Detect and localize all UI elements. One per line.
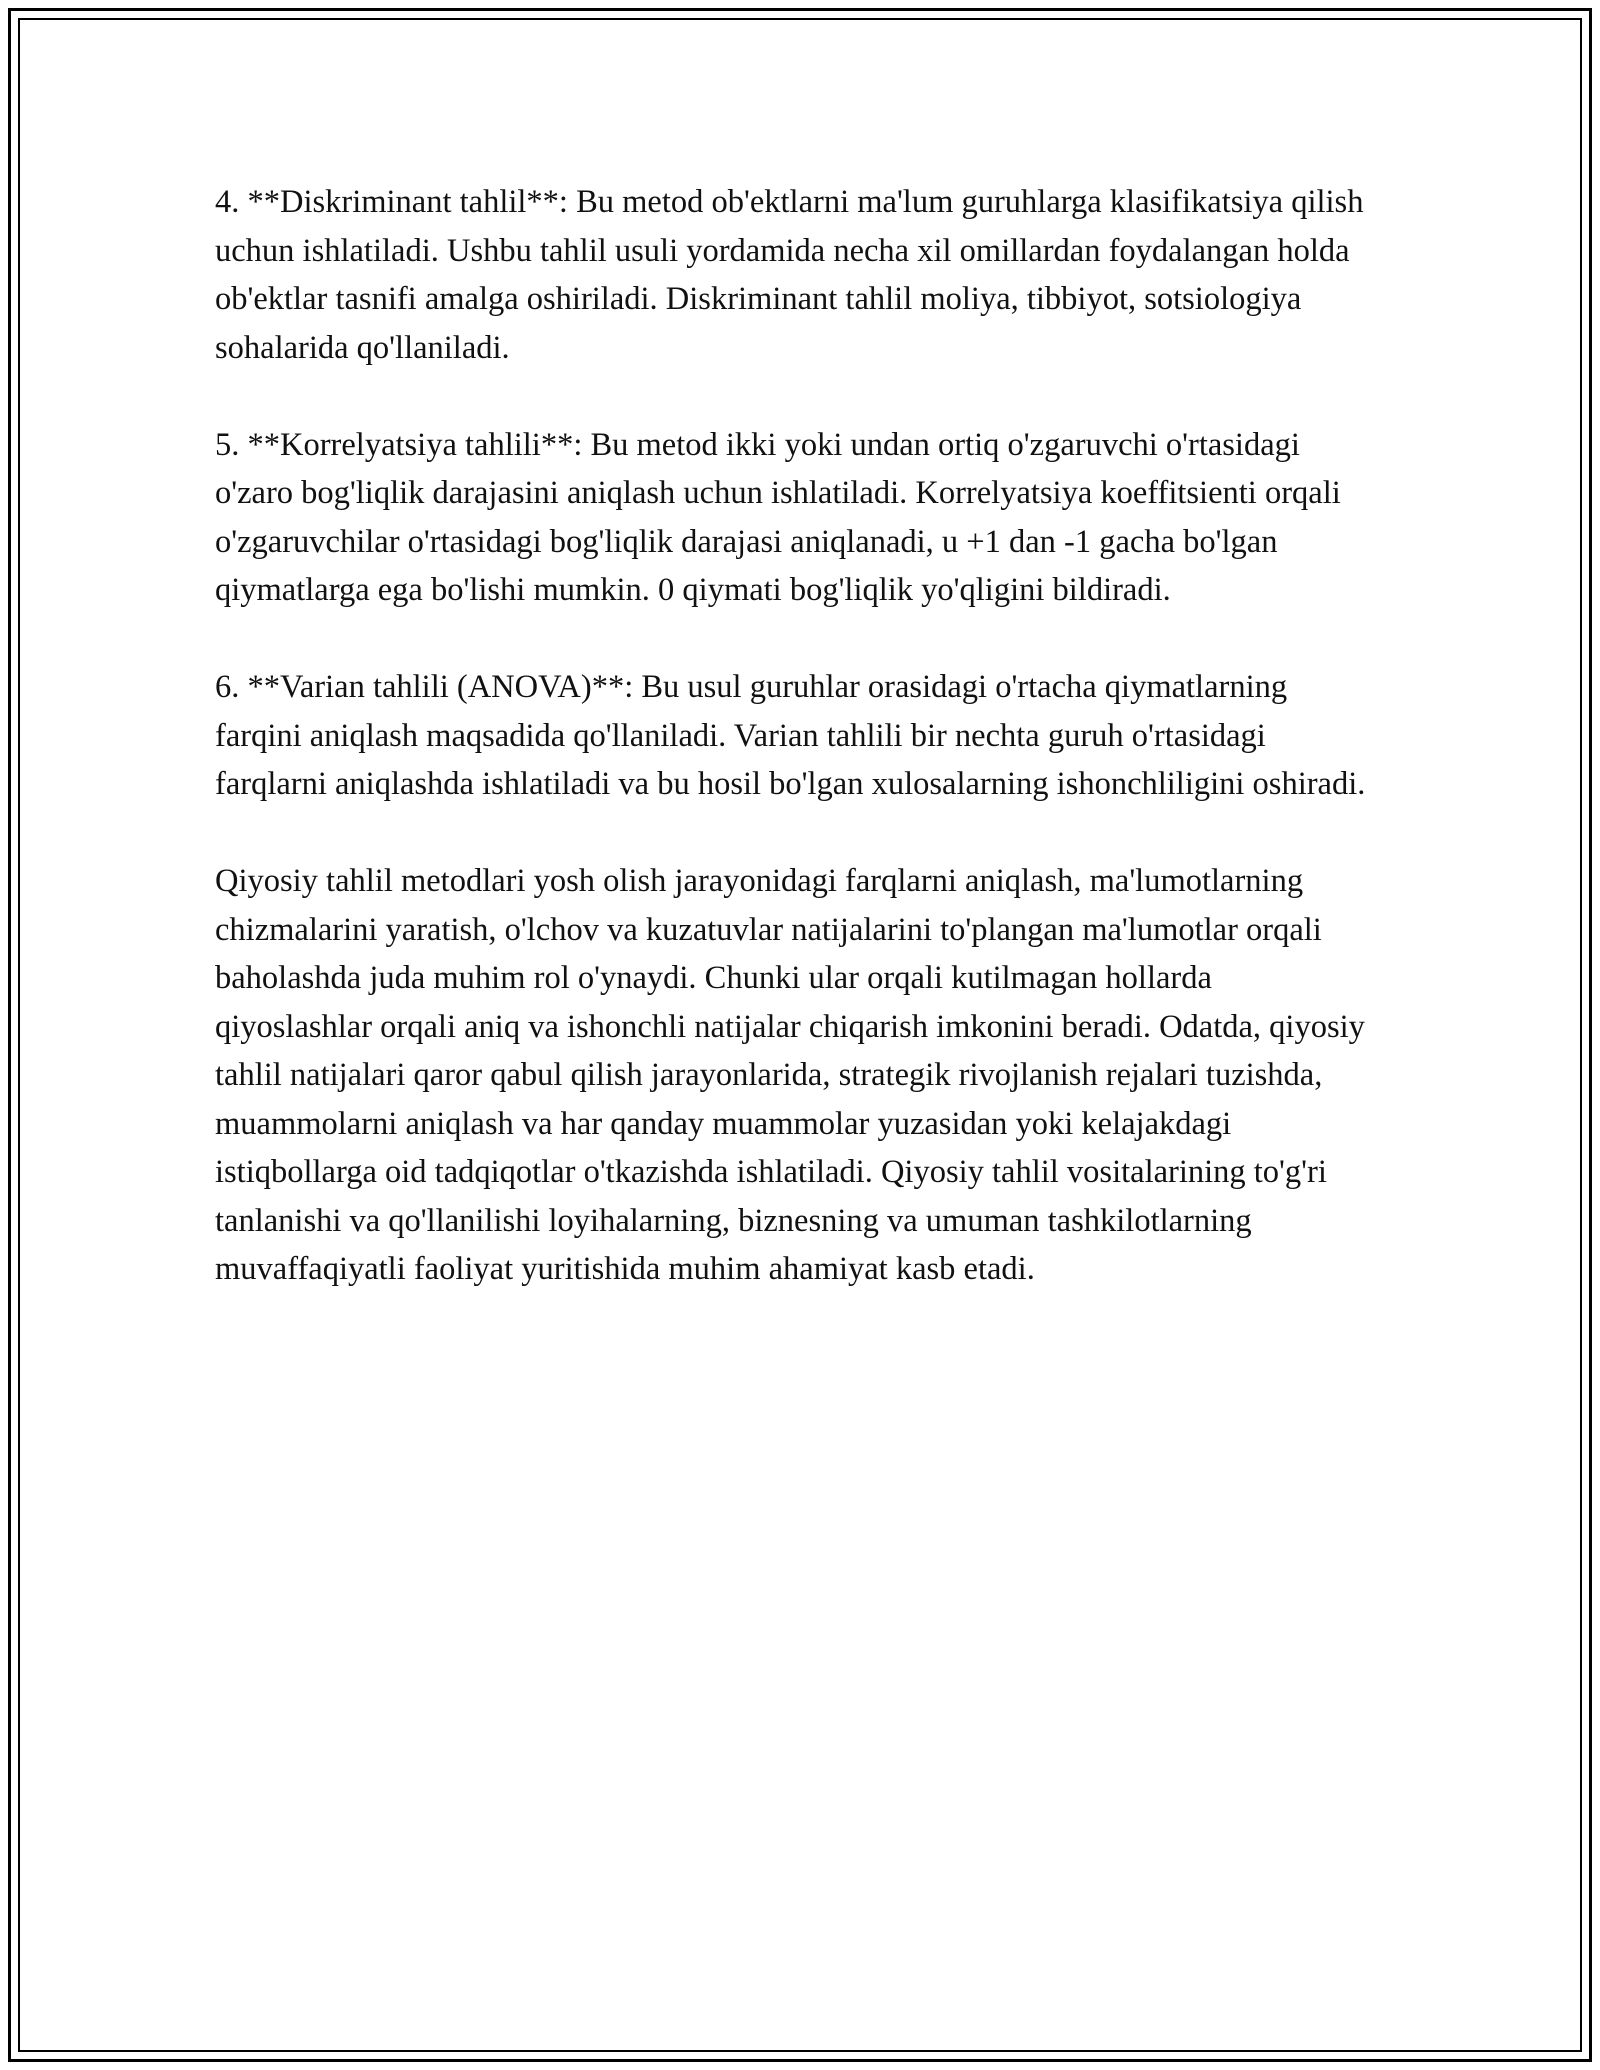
paragraph-variance-analysis: 6. **Varian tahlili (ANOVA)**: Bu usul guruhlar orasidagi o'rtacha qiymatlarning farqini aniqlash maqsadida qo'llaniladi. Varian tahlili bir nechta guruh o'rtasidagi farqlarni aniqlashda ishlatiladi va bu hosil bo'lgan xulosalarning ishonchliligini oshiradi. — [215, 669, 1366, 802]
document-body — [215, 178, 1375, 1294]
paragraph-comparative-analysis-summary: Qiyosiy tahlil metodlari yosh olish jarayonidagi farqlarni aniqlash, ma'lumotlarning chizmalarini yaratish, o'lchov va kuzatuvlar natijalarini to'plangan ma'lumotlar orqali baholashda juda muhim rol o'ynaydi. Chunki ular orqali kutilmagan hollarda qiyoslashlar orqali aniq va ishonchli natijalar chiqarish imkonini beradi. Odatda, qiyosiy tahlil natijalari qaror qabul qilish jarayonlarida, strategik rivojlanish rejalari tuzishda, muammolarni aniqlash va har qanday muammolar yuzasidan yoki kelajakdagi istiqbollarga oid tadqiqotlar o'tkazishda ishlatiladi. Qiyosiy tahlil vositalarining to'g'ri tanlanishi va qo'llanilishi loyihalarning, biznesning va umuman tashkilotlarning muvaffaqiyatli faoliyat yuritishida muhim ahamiyat kasb etadi. — [215, 863, 1365, 1287]
paragraph-discriminant-analysis: 4. **Diskriminant tahlil**: Bu metod ob'ektlarni ma'lum guruhlarga klasifikatsiya qilish uchun ishlatiladi. Ushbu tahlil usuli yordamida necha xil omillardan foydalangan holda ob'ektlar tasnifi amalga oshiriladi. Diskriminant tahlil moliya, tibbiyot, sotsiologiya sohalarida qo'llaniladi. — [215, 184, 1364, 366]
paragraph-correlation-analysis: 5. **Korrelyatsiya tahlili**: Bu metod ikki yoki undan ortiq o'zgaruvchi o'rtasidagi o'zaro bog'liqlik darajasini aniqlash uchun ishlatiladi. Korrelyatsiya koeffitsienti orqali o'zgaruvchilar o'rtasidagi bog'liqlik darajasi aniqlanadi, u +1 dan -1 gacha bo'lgan qiymatlarga ega bo'lishi mumkin. 0 qiymati bog'liqlik yo'qligini bildiradi. — [215, 426, 1341, 608]
